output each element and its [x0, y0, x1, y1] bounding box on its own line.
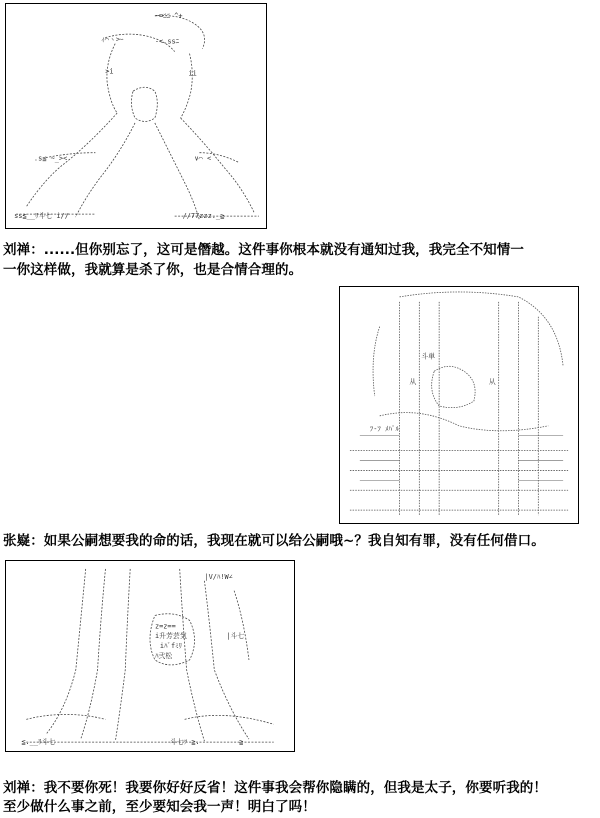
- svg-text:∨⌒ <: ∨⌒ <: [194, 154, 212, 163]
- svg-text:ss≦__ﾘ斗七 i//: ss≦__ﾘ斗七 i//: [14, 212, 69, 221]
- caption-liu-chan-2-line-2: 至少做什么事之前，至少要知会我一声！明白了吗！: [3, 799, 316, 815]
- svg-text:~=ﾆﾆ ^+: ~=ﾆﾆ ^+: [154, 11, 183, 20]
- ascii-art-panel-2: [339, 286, 579, 524]
- svg-text:ﾊ弐松: ﾊ弐松: [154, 651, 173, 660]
- svg-text:ii: ii: [188, 69, 197, 78]
- svg-text:从: 从: [488, 378, 496, 387]
- svg-text:|斗七: |斗七: [226, 632, 245, 641]
- svg-text:ｨ⌒ヽ>ｰ: ｨ⌒ヽ>ｰ: [101, 35, 124, 44]
- svg-text:斗単: 斗単: [421, 352, 436, 361]
- svg-text:.s≦ ~_><: .s≦ ~_><: [33, 154, 68, 163]
- ascii-art-zhang-yi-kneeling: [340, 287, 578, 523]
- svg-text:>i: >i: [105, 67, 114, 76]
- svg-text:z=z==: z=z==: [154, 622, 176, 631]
- ascii-art-liu-chan-back-view: [6, 4, 266, 228]
- svg-text:≧: ≧: [239, 738, 244, 747]
- svg-text://77zzz._≧: //77zzz._≧: [182, 212, 225, 221]
- svg-text:i升芳芸気: i升芳芸気: [154, 632, 187, 641]
- svg-text:≦.__ﾘ斗七: ≦.__ﾘ斗七: [21, 738, 56, 747]
- svg-text:斗七ﾂ ≧.: 斗七ﾂ ≧.: [169, 738, 200, 747]
- caption-zhang-yi: 张嶷：如果公嗣想要我的命的话，我现在就可以给公嗣哦~？我自知有罪，没有任何借口。: [3, 533, 545, 549]
- svg-text:从: 从: [409, 378, 417, 387]
- caption-liu-chan-2-line-1: 刘禅：我不要你死！我要你好好反省！这件事我会帮你隐瞒的，但我是太子，你要听我的！: [3, 780, 547, 796]
- ascii-art-liu-chan-shouting: [6, 561, 294, 751]
- ascii-art-panel-3: [5, 560, 295, 752]
- ascii-art-panel-1: [5, 3, 267, 229]
- caption-liu-chan-1-line-1: 刘禅：......但你别忘了，这可是僭越。这件事你根本就没有通知过我，我完全不知情一: [3, 242, 524, 258]
- svg-text:|V/ﾊ!W∠: |V/ﾊ!W∠: [204, 572, 233, 581]
- svg-text:iﾊﾞfﾐﾘ: iﾊﾞfﾐﾘ: [159, 642, 183, 651]
- svg-text:-<.ssﾆ: -<.ssﾆ: [154, 37, 180, 46]
- svg-text:ﾌ-ﾌ ﾒﾊﾟﾙ: ﾌ-ﾌ ﾒﾊﾟﾙ: [369, 424, 399, 433]
- caption-liu-chan-1-line-2: 一你这样做，我就算是杀了你，也是合情合理的。: [3, 262, 303, 278]
